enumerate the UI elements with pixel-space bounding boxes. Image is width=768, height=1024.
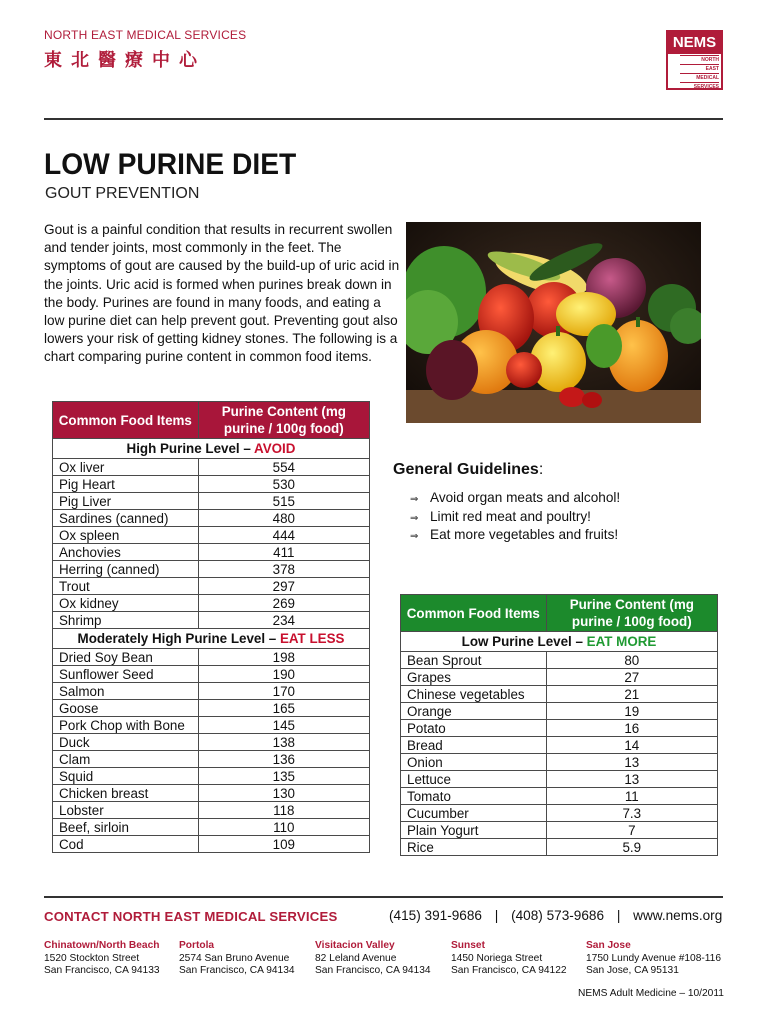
table-row bbox=[401, 669, 718, 686]
food-name: Anchovies bbox=[53, 544, 199, 561]
table-row bbox=[401, 839, 718, 856]
food-name: Dried Soy Bean bbox=[53, 649, 199, 666]
org-name-chinese: 東北醫療中心 bbox=[44, 50, 206, 71]
table-row bbox=[53, 510, 370, 527]
level-high-purine bbox=[53, 439, 370, 459]
logo-line: MEDICAL bbox=[680, 73, 719, 82]
purine-value: 136 bbox=[198, 751, 369, 768]
list-item bbox=[410, 526, 620, 545]
location-name: Sunset bbox=[451, 940, 485, 951]
logo-line: SERVICES bbox=[680, 82, 719, 91]
purine-value: 297 bbox=[198, 578, 369, 595]
guideline-text: Eat more vegetables and fruits! bbox=[430, 527, 619, 542]
food-name: Bread bbox=[401, 737, 547, 754]
location-sunset bbox=[451, 940, 567, 978]
guidelines-title-colon: : bbox=[538, 461, 544, 478]
food-name: Squid bbox=[53, 768, 199, 785]
food-name: Rice bbox=[401, 839, 547, 856]
purine-value: 165 bbox=[198, 700, 369, 717]
food-name: Grapes bbox=[401, 669, 547, 686]
intro-paragraph: Gout is a painful condition that results in recurrent swollen and tender joints, most commonly in the feet. The symptoms of gout are caused by the build-up of uric acid in the joints. Uric acid is formed when purines break down in the body. Purines are found in many foods, and eating a low purine diet can help prevent gout. Preventing gout also lowers your risk of getting kidney stones. The following is a chart comparing purine content in common food items. bbox=[44, 222, 400, 365]
purine-value: 138 bbox=[198, 734, 369, 751]
food-name: Pig Heart bbox=[53, 476, 199, 493]
table-row bbox=[401, 771, 718, 788]
location-name: Portola bbox=[179, 940, 215, 951]
location-san-jose bbox=[586, 940, 721, 978]
location-city: San Francisco, CA 94134 bbox=[179, 965, 295, 977]
purine-value: 130 bbox=[198, 785, 369, 802]
arrow-right-icon: ⇒ bbox=[410, 512, 419, 524]
table-row bbox=[401, 822, 718, 839]
purine-value: 16 bbox=[546, 720, 717, 737]
page-subtitle: GOUT PREVENTION bbox=[45, 185, 200, 202]
separator: | bbox=[616, 908, 621, 923]
food-name: Ox kidney bbox=[53, 595, 199, 612]
phone-number[interactable]: (415) 391-9686 bbox=[389, 908, 482, 923]
table-row bbox=[401, 720, 718, 737]
purine-value: 118 bbox=[198, 802, 369, 819]
arrow-right-icon: ⇒ bbox=[410, 494, 419, 505]
location-portola bbox=[179, 940, 295, 978]
food-name: Plain Yogurt bbox=[401, 822, 547, 839]
footer-divider bbox=[44, 896, 723, 898]
location-chinatown bbox=[44, 940, 160, 978]
contact-title: CONTACT NORTH EAST MEDICAL SERVICES bbox=[44, 909, 338, 924]
level-label: Low Purine Level – bbox=[461, 633, 587, 649]
location-street: 2574 San Bruno Avenue bbox=[179, 952, 290, 964]
location-name: San Jose bbox=[586, 940, 631, 951]
purine-value: 554 bbox=[198, 459, 369, 476]
purine-value: 190 bbox=[198, 666, 369, 683]
table-row bbox=[401, 686, 718, 703]
table-row bbox=[53, 717, 370, 734]
location-visitacion-valley bbox=[315, 940, 431, 978]
purine-value: 530 bbox=[198, 476, 369, 493]
table-row bbox=[53, 544, 370, 561]
list-item bbox=[410, 489, 620, 508]
food-name: Sardines (canned) bbox=[53, 510, 199, 527]
table-row bbox=[53, 751, 370, 768]
guideline-text: Limit red meat and poultry! bbox=[430, 508, 591, 524]
food-name: Duck bbox=[53, 734, 199, 751]
contact-phones bbox=[389, 908, 722, 923]
table-row bbox=[53, 561, 370, 578]
level-tag-eat-less: EAT LESS bbox=[279, 630, 345, 646]
high-purine-table bbox=[52, 401, 370, 853]
purine-value: 170 bbox=[198, 683, 369, 700]
table-row bbox=[53, 768, 370, 785]
website-link[interactable]: www.nems.org bbox=[633, 908, 723, 923]
column-header-purine: Purine Content (mg purine / 100g food) bbox=[198, 402, 369, 439]
purine-value: 14 bbox=[546, 737, 717, 754]
table-row bbox=[53, 785, 370, 802]
table-row bbox=[401, 805, 718, 822]
purine-value: 515 bbox=[198, 493, 369, 510]
vegetables-illustration bbox=[406, 222, 701, 423]
document-reference: NEMS Adult Medicine – 10/2011 bbox=[578, 988, 724, 999]
logo-line: NORTH bbox=[680, 55, 719, 64]
header-divider bbox=[44, 118, 723, 120]
purine-value: 19 bbox=[546, 703, 717, 720]
purine-value: 13 bbox=[546, 771, 717, 788]
table-row bbox=[53, 649, 370, 666]
guidelines-list bbox=[410, 489, 620, 545]
food-name: Sunflower Seed bbox=[53, 666, 199, 683]
food-name: Potato bbox=[401, 720, 547, 737]
location-street: 1750 Lundy Avenue #108-116 bbox=[586, 952, 722, 964]
table-row bbox=[53, 819, 370, 836]
purine-value: 444 bbox=[198, 527, 369, 544]
phone-number[interactable]: (408) 573-9686 bbox=[511, 908, 605, 923]
table-row bbox=[53, 666, 370, 683]
table-row bbox=[401, 737, 718, 754]
location-name: Chinatown/North Beach bbox=[44, 940, 160, 951]
page-title: LOW PURINE DIET bbox=[44, 148, 297, 181]
table-row bbox=[53, 802, 370, 819]
food-name: Goose bbox=[53, 700, 199, 717]
list-item bbox=[410, 508, 620, 527]
location-city: San Francisco, CA 94133 bbox=[44, 965, 160, 977]
guideline-text: Avoid organ meats and alcohol! bbox=[430, 490, 621, 505]
purine-value: 5.9 bbox=[546, 839, 717, 856]
table-row bbox=[53, 734, 370, 751]
food-name: Herring (canned) bbox=[53, 561, 199, 578]
purine-value: 27 bbox=[546, 669, 717, 686]
low-purine-table bbox=[400, 594, 718, 856]
food-name: Trout bbox=[53, 578, 199, 595]
level-moderate-purine bbox=[53, 629, 370, 649]
table-row bbox=[53, 700, 370, 717]
arrow-right-icon: ⇒ bbox=[410, 531, 419, 542]
food-name: Lobster bbox=[53, 802, 199, 819]
table-row bbox=[401, 754, 718, 771]
vegetables-photo bbox=[406, 222, 701, 423]
column-header-purine: Purine Content (mg purine / 100g food) bbox=[546, 595, 717, 632]
location-street: 1520 Stockton Street bbox=[44, 952, 140, 964]
purine-value: 480 bbox=[198, 510, 369, 527]
table-row bbox=[53, 595, 370, 612]
purine-value: 234 bbox=[198, 612, 369, 629]
table-row bbox=[53, 527, 370, 544]
org-name: NORTH EAST MEDICAL SERVICES bbox=[44, 28, 247, 42]
logo-line: EAST bbox=[680, 64, 719, 73]
purine-value: 135 bbox=[198, 768, 369, 785]
column-header-food: Common Food Items bbox=[401, 595, 547, 632]
table-row bbox=[53, 493, 370, 510]
purine-value: 80 bbox=[546, 652, 717, 669]
purine-value: 21 bbox=[546, 686, 717, 703]
location-city: San Francisco, CA 94134 bbox=[315, 965, 431, 977]
table-row bbox=[53, 476, 370, 493]
table-row bbox=[401, 788, 718, 805]
food-name: Pig Liver bbox=[53, 493, 199, 510]
table-row bbox=[53, 612, 370, 629]
level-low-purine bbox=[401, 632, 718, 652]
guidelines-title bbox=[393, 461, 543, 479]
purine-value: 378 bbox=[198, 561, 369, 578]
level-label: Moderately High Purine Level – bbox=[77, 630, 280, 646]
table-row bbox=[401, 703, 718, 720]
level-label: High Purine Level – bbox=[126, 440, 255, 456]
purine-value: 109 bbox=[198, 836, 369, 853]
purine-value: 198 bbox=[198, 649, 369, 666]
food-name: Shrimp bbox=[53, 612, 199, 629]
purine-value: 269 bbox=[198, 595, 369, 612]
table-row bbox=[53, 578, 370, 595]
location-city: San Jose, CA 95131 bbox=[586, 965, 679, 977]
purine-value: 7.3 bbox=[546, 805, 717, 822]
purine-value: 11 bbox=[546, 788, 717, 805]
food-name: Beef, sirloin bbox=[53, 819, 199, 836]
food-name: Tomato bbox=[401, 788, 547, 805]
level-tag-eat-more: EAT MORE bbox=[586, 633, 657, 649]
purine-value: 7 bbox=[546, 822, 717, 839]
food-name: Ox liver bbox=[53, 459, 199, 476]
food-name: Clam bbox=[53, 751, 199, 768]
purine-value: 110 bbox=[198, 819, 369, 836]
food-name: Pork Chop with Bone bbox=[53, 717, 199, 734]
food-name: Orange bbox=[401, 703, 547, 720]
table-row bbox=[53, 836, 370, 853]
separator: | bbox=[494, 908, 499, 923]
food-name: Ox spleen bbox=[53, 527, 199, 544]
food-name: Cucumber bbox=[401, 805, 547, 822]
location-street: 1450 Noriega Street bbox=[451, 952, 543, 964]
food-name: Chinese vegetables bbox=[401, 686, 547, 703]
food-name: Cod bbox=[53, 836, 199, 853]
location-street: 82 Leland Avenue bbox=[315, 952, 397, 964]
food-name: Salmon bbox=[53, 683, 199, 700]
food-name: Onion bbox=[401, 754, 547, 771]
location-name: Visitacion Valley bbox=[315, 940, 395, 951]
table-row bbox=[53, 459, 370, 476]
table-row bbox=[53, 683, 370, 700]
table-row bbox=[401, 652, 718, 669]
food-name: Chicken breast bbox=[53, 785, 199, 802]
column-header-food: Common Food Items bbox=[53, 402, 199, 439]
food-name: Lettuce bbox=[401, 771, 547, 788]
location-city: San Francisco, CA 94122 bbox=[451, 965, 567, 977]
nems-logo bbox=[666, 30, 723, 90]
guidelines-title-text: General Guidelines bbox=[393, 461, 539, 478]
level-tag-avoid: AVOID bbox=[254, 440, 296, 456]
purine-value: 145 bbox=[198, 717, 369, 734]
food-name: Bean Sprout bbox=[401, 652, 547, 669]
purine-value: 411 bbox=[198, 544, 369, 561]
purine-value: 13 bbox=[546, 754, 717, 771]
logo-text: NEMS bbox=[668, 32, 721, 54]
